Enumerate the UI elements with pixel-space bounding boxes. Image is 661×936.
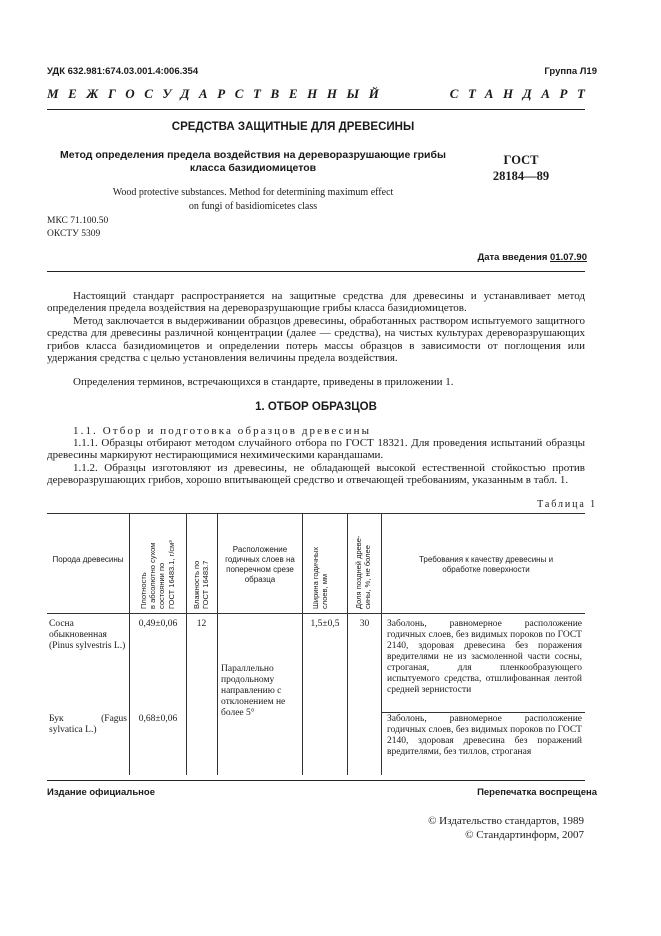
intro-paragraph-terms: Определения терминов, встречающихся в стандарте, приведены в приложении 1. bbox=[73, 376, 454, 388]
col-divider-6 bbox=[381, 513, 382, 775]
udk-code: УДК 632.981:674.03.001.4:006.354 bbox=[47, 66, 199, 77]
date-divider bbox=[47, 271, 585, 272]
banner-word-interstate: МЕЖГОСУДАРСТВЕННЫЙ bbox=[47, 86, 389, 101]
col-divider-1 bbox=[129, 513, 130, 775]
header-density-line-1: Плотность bbox=[139, 572, 148, 609]
row-pine-late-wood: 30 bbox=[359, 619, 370, 629]
header-late-wood-line-1: Доля поздней древе- bbox=[354, 535, 363, 609]
col-divider-5 bbox=[347, 513, 348, 775]
effective-date bbox=[477, 252, 587, 263]
header-moisture bbox=[192, 561, 210, 609]
mks-code: МКС 71.100.50 bbox=[47, 216, 109, 226]
standard-title: СРЕДСТВА ЗАЩИТНЫЕ ДЛЯ ДРЕВЕСИНЫ bbox=[171, 121, 415, 133]
gost-label: ГОСТ bbox=[503, 153, 539, 167]
group-code: Группа Л19 bbox=[544, 66, 597, 77]
section-heading-sampling: 1. ОТБОР ОБРАЗЦОВ bbox=[255, 401, 377, 413]
table-label: Таблица 1 bbox=[537, 499, 597, 510]
header-ring-location: Расположение годичных слоев на поперечном срезе образца bbox=[225, 545, 295, 584]
english-title bbox=[47, 186, 459, 214]
official-edition-note: Издание официальное bbox=[47, 787, 155, 798]
table-header-border bbox=[47, 613, 585, 614]
table-top-border bbox=[47, 513, 585, 514]
header-species: Порода древесины bbox=[52, 555, 124, 564]
header-density bbox=[139, 540, 176, 609]
row-pine-species: Сосна обыкновенная (Pinus sylvestris L.) bbox=[49, 619, 126, 651]
header-late-wood-line-2: сины, %, не более bbox=[363, 545, 373, 609]
method-title-line-1: Метод определения предела воздействия на дереворазрушающие грибы bbox=[60, 149, 446, 161]
method-title-line-2: класса базидиомицетов bbox=[189, 161, 317, 174]
row-pine-requirements: Заболонь, равномерное расположение годичных слоев, без видимых пороков по ГОСТ 2140, здоровая древесина без поражения вредителями не из засмоленной части сосны, строганая, для пленкообразующего испытуемого средства, отшлифованная лентой средней зернистости bbox=[387, 619, 582, 695]
gost-number bbox=[487, 152, 555, 184]
header-density-line-2: в абсолютно сухом bbox=[148, 542, 158, 609]
intro-paragraph-method: Метод заключается в выдерживании образцов древесины, обработанных раствором испытуемого защитного средства для древесины различной концентрации (далее — средства), на чистых культурах дереворазрушающих грибов класса базидиомицетов и определении потерь массы образцов в зависимости от поглощения или удержания средства с целью установления величины предела воздействия. bbox=[47, 315, 585, 364]
clause-1-1-1: 1.1.1. Образцы отбирают методом случайного отбора по ГОСТ 18321. Для проведения испытаний образцы древесины маркируют нестирающимися нехимическими карандашами. bbox=[47, 437, 585, 462]
gost-code: 28184—89 bbox=[492, 169, 550, 183]
header-moisture-line-2: ГОСТ 16483.7 bbox=[201, 560, 211, 609]
top-divider bbox=[47, 109, 585, 110]
header-ring-width bbox=[311, 547, 329, 609]
wood-requirements-table bbox=[47, 513, 585, 775]
intro-paragraph-scope: Настоящий стандарт распространяется на защитные средства для древесины и устанавливает метод определения предела воздействия на дереворазрушающие грибы класса базидиомицетов. bbox=[47, 290, 585, 315]
classification-codes bbox=[47, 215, 108, 240]
header-density-line-4: ГОСТ 16483.1, г/см³ bbox=[166, 540, 176, 609]
copyright-publisher: © Издательство стандартов, 1989 bbox=[428, 815, 584, 827]
col-divider-4 bbox=[302, 513, 303, 775]
header-ring-width-line-2: слоев, мм bbox=[320, 573, 330, 609]
okstu-code: ОКСТУ 5309 bbox=[47, 228, 101, 239]
banner-word-standard: СТАНДАРТ bbox=[449, 86, 595, 101]
effective-date-label: Дата введения bbox=[477, 252, 548, 263]
effective-date-value: 01.07.90 bbox=[550, 252, 587, 263]
method-title bbox=[47, 149, 459, 174]
row-beech-species: Бук (Fagus sylvatica L.) bbox=[49, 714, 127, 735]
shared-ring-location: Параллельно продольному направлению с отклонением не более 5° bbox=[221, 664, 286, 718]
reprint-prohibited-note: Перепечатка воспрещена bbox=[477, 787, 597, 798]
footer-divider bbox=[47, 780, 585, 781]
col-divider-2 bbox=[186, 513, 187, 775]
row-pine-moisture: 12 bbox=[196, 619, 207, 629]
english-title-line-2: on fungi of basidiomicetes class bbox=[188, 201, 318, 212]
english-title-line-1: Wood protective substances. Method for determining maximum effect bbox=[112, 187, 394, 198]
clause-1-1-2: 1.1.2. Образцы изготовляют из древесины, не обладающей высокой естественной стойкостью против дереворазрушающих грибов, хорошо впитывающей средство и отвечающей требованиям, указанным в табл. 1. bbox=[47, 462, 585, 487]
header-requirements: Требования к качеству древесины и обработке поверхности bbox=[418, 555, 554, 574]
row-beech-density: 0,68±0,06 bbox=[138, 714, 178, 724]
row-beech-requirements: Заболонь, равномерное расположение годичных слоев, без видимых пороков по ГОСТ 2140, здоровая древесина без поражений вредителями, без тиллов, строганая bbox=[387, 714, 582, 757]
header-density-line-3: состоянии по bbox=[157, 562, 167, 609]
requirements-row-divider bbox=[381, 712, 585, 713]
subsection-heading-1-1: 1.1. Отбор и подготовка образцов древесины bbox=[73, 425, 372, 437]
copyright-standartinform: © Стандартинформ, 2007 bbox=[465, 829, 584, 841]
header-ring-width-line-1: Ширина годичных bbox=[311, 546, 320, 609]
header-moisture-line-1: Влажность по bbox=[192, 560, 201, 609]
col-divider-3 bbox=[217, 513, 218, 775]
row-pine-density: 0,49±0,06 bbox=[138, 619, 178, 629]
row-pine-ring-width: 1,5±0,5 bbox=[310, 619, 340, 629]
header-late-wood bbox=[354, 536, 372, 609]
